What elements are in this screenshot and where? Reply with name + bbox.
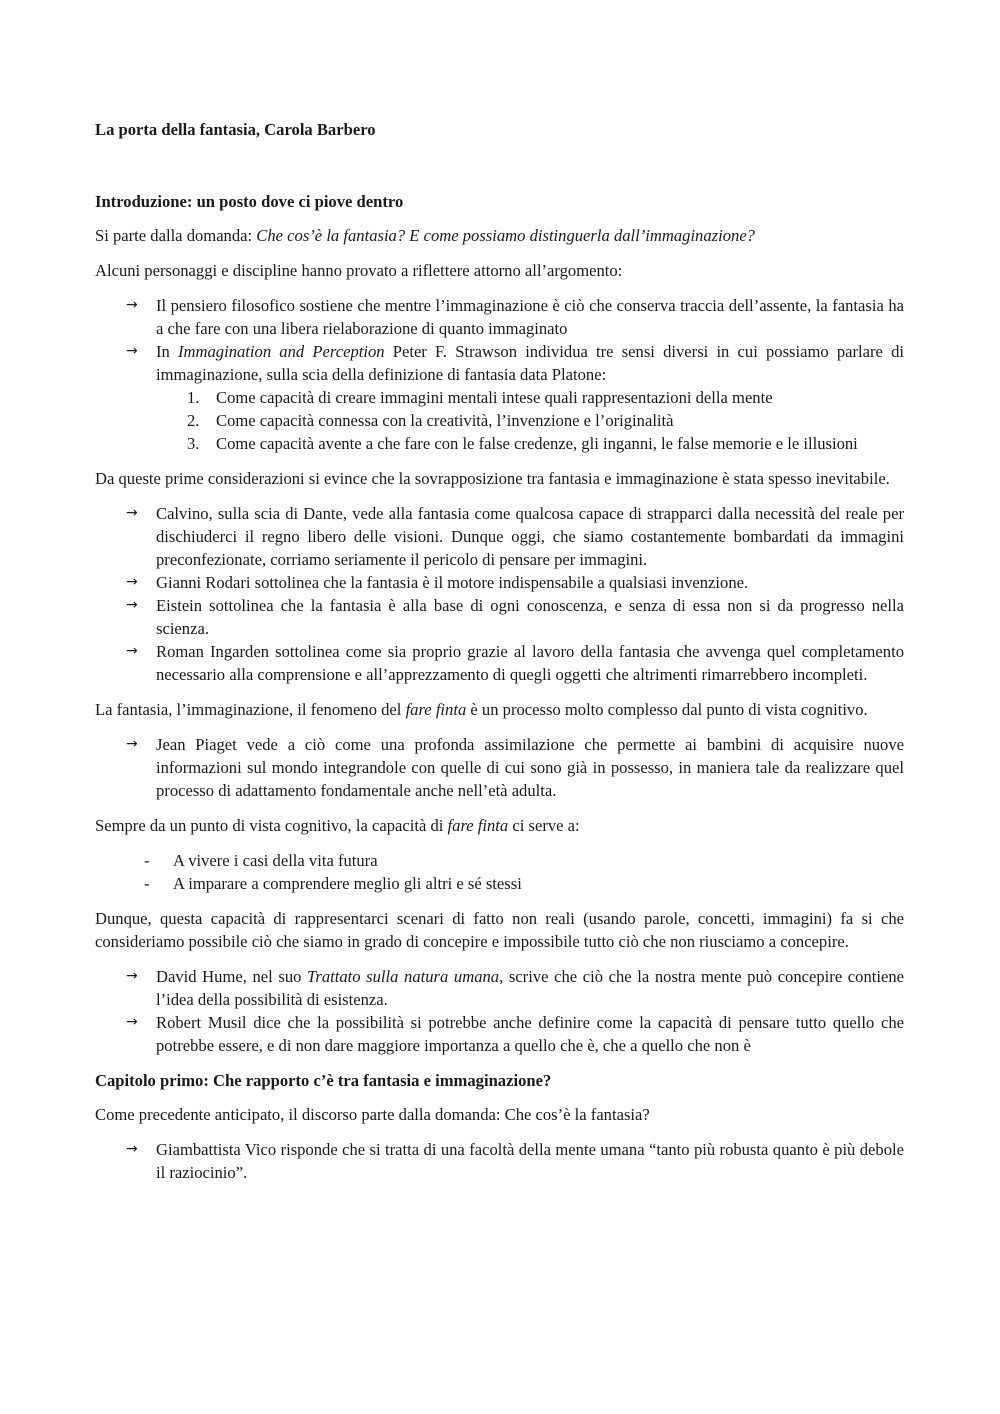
numbered-item-text: Come capacità connessa con la creatività, l’invenzione e l’originalità [216, 411, 674, 430]
book-title: Immagination and Perception [178, 342, 385, 361]
intro-p1-question: Che cos’è la fantasia? E come possiamo distinguerla dall’immaginazione? [256, 226, 755, 245]
list-item [95, 1138, 904, 1184]
list-item [95, 502, 904, 571]
arrow-list-2 [95, 502, 904, 686]
list-item-text: Giambattista Vico risponde che si tratta di una facoltà della mente umana “tanto più robusta quanto è più debole il raziocinio”. [156, 1140, 904, 1182]
list-item-text: Calvino, sulla scia di Dante, vede alla fantasia come qualcosa capace di strapparci dalla necessità del reale per dischiuderci il regno libero delle visioni. Dunque oggi, che siamo costantemente bombardati da immagini preconfezionate, corriamo seriamente il pericolo di pensare per immagini. [156, 504, 904, 569]
arrow-list-1 [95, 294, 904, 455]
list-item-text-pre: David Hume, nel suo [156, 967, 308, 986]
item-number: 2. [187, 411, 200, 430]
numbered-item [156, 409, 904, 432]
emphasis-text: fare finta [405, 700, 467, 719]
list-item [95, 872, 904, 895]
list-item-text: Gianni Rodari sottolinea che la fantasia è il motore indispensabile a qualsiasi invenzione. [156, 573, 749, 592]
dash-bullet-icon: - [144, 874, 150, 893]
list-item [95, 1011, 904, 1057]
list-item-text: Eistein sottolinea che la fantasia è alla base di ogni conoscenza, e senza di essa non si da progresso nella scienza. [156, 596, 904, 638]
list-item [95, 594, 904, 640]
dash-bullet-icon: - [144, 851, 150, 870]
arrow-list-4 [95, 965, 904, 1057]
list-item-text-post: Peter F. Strawson individua tre sensi diversi in cui possiamo parlare di immaginazione, sulla scia della definizione di fantasia data Platone: [156, 342, 904, 384]
arrow-bullet-icon: → [126, 597, 138, 613]
list-item [95, 294, 904, 340]
arrow-list-3 [95, 733, 904, 802]
list-item-text: Roman Ingarden sottolinea come sia proprio grazie al lavoro della fantasia che avvenga quel completamento necessario alla comprensione e all’apprezzamento di quegli oggetti che altrimenti rimarrebbero incompleti. [156, 642, 904, 684]
numbered-item-text: Come capacità di creare immagini mentali intese quali rappresentazioni della mente [216, 388, 773, 407]
emphasis-text: fare finta [447, 816, 509, 835]
numbered-list [156, 386, 904, 455]
chapter1-heading: Capitolo primo: Che rapporto c’è tra fantasia e immaginazione? [95, 1071, 552, 1090]
document-title: La porta della fantasia, Carola Barbero [95, 120, 376, 139]
item-number: 3. [187, 434, 200, 453]
paragraph-text-post: ci serve a: [508, 816, 580, 835]
intro-p1-text: Si parte dalla domanda: [95, 226, 257, 245]
arrow-bullet-icon: → [126, 574, 138, 590]
intro-paragraph-2: Alcuni personaggi e discipline hanno provato a riflettere attorno all’argomento: [95, 261, 623, 280]
intro-paragraph-5 [95, 814, 904, 837]
list-item-text: Il pensiero filosofico sostiene che mentre l’immaginazione è ciò che conserva traccia dell’assente, la fantasia ha a che fare con una libera rielaborazione di quanto immaginato [156, 296, 904, 338]
list-item [95, 965, 904, 1011]
arrow-bullet-icon: → [126, 297, 138, 313]
list-item [95, 640, 904, 686]
list-item-text: A imparare a comprendere meglio gli altri e sé stessi [173, 874, 522, 893]
list-item-text-pre: In [156, 342, 179, 361]
intro-paragraph-1 [95, 224, 904, 247]
arrow-bullet-icon: → [126, 968, 138, 984]
list-item [95, 340, 904, 455]
numbered-item [156, 386, 904, 409]
paragraph-text-pre: Sempre da un punto di vista cognitivo, la capacità di [95, 816, 448, 835]
arrow-list-5 [95, 1138, 904, 1184]
list-item [95, 849, 904, 872]
list-item [95, 733, 904, 802]
chapter1-paragraph-1: Come precedente anticipato, il discorso parte dalla domanda: Che cos’è la fantasia? [95, 1105, 650, 1124]
intro-paragraph-4 [95, 698, 904, 721]
arrow-bullet-icon: → [126, 643, 138, 659]
intro-paragraph-3: Da queste prime considerazioni si evince che la sovrapposizione tra fantasia e immaginazione è stata spesso inevitabile. [95, 469, 890, 488]
list-item-text-post: , scrive che ciò che la nostra mente può concepire contiene l’idea della possibilità di esistenza. [156, 967, 904, 1009]
item-number: 1. [187, 388, 200, 407]
arrow-bullet-icon: → [126, 1014, 138, 1030]
paragraph-text-pre: La fantasia, l’immaginazione, il fenomeno del [95, 700, 406, 719]
arrow-bullet-icon: → [126, 505, 138, 521]
list-item-text: Robert Musil dice che la possibilità si potrebbe anche definire come la capacità di pensare tutto quello che potrebbe essere, e di non dare maggiore importanza a quello che è, che a quello che non è [156, 1013, 904, 1055]
arrow-bullet-icon: → [126, 736, 138, 752]
numbered-item [156, 432, 904, 455]
arrow-bullet-icon: → [126, 343, 138, 359]
arrow-bullet-icon: → [126, 1141, 138, 1157]
intro-heading: Introduzione: un posto dove ci piove dentro [95, 192, 404, 211]
list-item [95, 571, 904, 594]
paragraph-text-post: è un processo molto complesso dal punto di vista cognitivo. [466, 700, 868, 719]
book-title: Trattato sulla natura umana [307, 967, 500, 986]
list-item-text: Jean Piaget vede a ciò come una profonda assimilazione che permette ai bambini di acquisire nuove informazioni sul mondo integrandole con quelle di cui sono già in possesso, in maniera tale da realizzare quel processo di adattamento fondamentale anche nell’età adulta. [156, 735, 904, 800]
numbered-item-text: Come capacità avente a che fare con le false credenze, gli inganni, le false memorie e le illusioni [216, 434, 858, 453]
list-item-text: A vivere i casi della vita futura [173, 851, 378, 870]
dash-list [95, 849, 904, 895]
intro-paragraph-6: Dunque, questa capacità di rappresentarci scenari di fatto non reali (usando parole, concetti, immagini) fa si che consideriamo possibile ciò che siamo in grado di concepire e impossibile tutto ciò che non riusciamo a concepire. [95, 909, 904, 951]
